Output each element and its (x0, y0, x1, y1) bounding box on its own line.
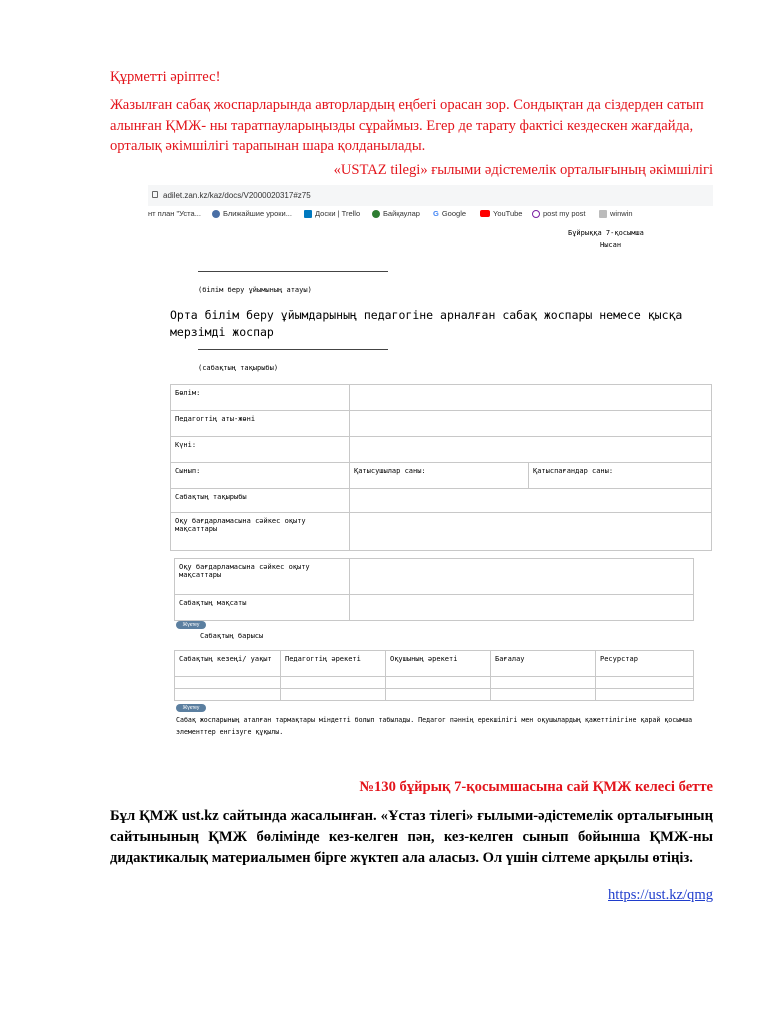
reference-line: №130 бұйрық 7-қосымшасына сай ҚМЖ келесі бетте (359, 779, 713, 795)
cell-empty (281, 677, 386, 689)
cell-empty (175, 689, 281, 701)
header-stage: Сабақтың кезеңі/ уақыт (175, 651, 281, 677)
signature: «USTAZ tilegi» ғылыми әдістемелік орталығының әкімшілігі (333, 162, 713, 178)
bookmark-item (148, 209, 201, 218)
cell-empty (350, 559, 694, 595)
cell-empty (350, 411, 712, 437)
cell-empty (491, 689, 596, 701)
appendix-label: Бұйрыққа 7-қосымша (568, 229, 644, 237)
topic-caption: (сабақтың тақырыбы) (198, 364, 279, 372)
bookmark-label: нт план "Уста... (148, 209, 201, 218)
bookmark-label: Ближайшие уроки... (223, 209, 292, 218)
google-icon: G (433, 209, 439, 218)
cell-empty (596, 689, 694, 701)
bookmark-item (372, 209, 420, 218)
cell-class: Сынып: (171, 463, 350, 489)
bookmark-icon (599, 210, 607, 218)
cell-present: Қатысушылар саны: (350, 463, 529, 489)
lesson-goals-table (174, 558, 694, 621)
form-label: Нысан (600, 241, 622, 249)
cell-empty (350, 513, 712, 551)
trello-icon (304, 210, 312, 218)
cell-empty (491, 677, 596, 689)
bookmark-item (304, 209, 360, 218)
cell-empty (350, 489, 712, 513)
cell-teacher: Педагогтің аты-жөні (171, 411, 350, 437)
cell-empty (350, 437, 712, 463)
org-name-line (198, 271, 388, 272)
topic-line (198, 349, 388, 350)
org-caption: (білім беру ұйымының атауы) (198, 286, 312, 294)
doc-title: Орта білім беру ұйымдарының педагогіне арналған сабақ жоспары немесе қысқа мерзімді жоспар (170, 308, 683, 339)
bookmark-label: Байқаулар (383, 209, 420, 218)
body-paragraph: Бұл ҚМЖ ust.kz сайтында жасалынған. «Ұстаз тілегі» ғылыми-әдістемелік орталығының сайтынының ҚМЖ бөлімінде кез-келген пән, кез-келген сынып бойынша ҚМЖ-ны дидактикалық материалымен бірге жүктеп ала аласыз. Ол үшін сілтеме арқылы өтіңіз. (110, 808, 713, 866)
qmg-link[interactable]: https://ust.kz/qmg (608, 887, 713, 903)
bookmark-item (532, 209, 586, 218)
cell-empty (175, 677, 281, 689)
header-teacher-action: Педагогтің әрекеті (281, 651, 386, 677)
post-icon (532, 210, 540, 218)
cell-section: Бөлім: (171, 385, 350, 411)
progress-caption: Сабақтың барысы (200, 632, 264, 640)
bookmark-item (212, 209, 292, 218)
footnote: Сабақ жоспарының аталған тармақтары міндетті болып табылады. Педагог пәннің ерекшілігі мен оқушылардың қажеттілігіне қарай қосымша элементтер енгізуге құқылы. (176, 716, 693, 736)
youtube-icon (480, 210, 490, 217)
bookmarks-bar (148, 206, 713, 222)
header-student-action: Оқушының әрекеті (386, 651, 491, 677)
bookmark-label: Доски | Trello (315, 209, 361, 218)
cell-goals-2: Оқу бағдарламасына сәйкес оқыту мақсаттары (175, 559, 350, 595)
cc-icon (212, 210, 220, 218)
cell-empty (350, 595, 694, 621)
cell-empty (386, 677, 491, 689)
link-paragraph (110, 887, 713, 904)
header-resources: Ресурстар (596, 651, 694, 677)
cell-topic: Сабақтың тақырыбы (171, 489, 350, 513)
lock-icon (152, 191, 158, 198)
bookmark-label: YouTube (493, 209, 523, 218)
greeting: Құрметті әріптес! (110, 69, 221, 85)
cell-date: Күні: (171, 437, 350, 463)
lesson-progress-table (174, 650, 694, 701)
bookmark-item (599, 209, 633, 218)
header-assessment: Бағалау (491, 651, 596, 677)
bookmark-label: post my post (543, 209, 586, 218)
cell-empty (281, 689, 386, 701)
bookmark-label: Google (441, 209, 467, 218)
upload-button[interactable]: Жүктеу (176, 704, 206, 712)
cell-purpose: Сабақтың мақсаты (175, 595, 350, 621)
embedded-screenshot (148, 185, 713, 740)
cell-empty (350, 385, 712, 411)
globe-icon (372, 210, 380, 218)
bookmark-item (480, 209, 522, 218)
cell-goals: Оқу бағдарламасына сәйкес оқыту мақсаттары (171, 513, 350, 551)
bookmark-label: winwin (610, 209, 633, 218)
cell-absent: Қатыспағандар саны: (529, 463, 712, 489)
cell-empty (596, 677, 694, 689)
intro-paragraph: Жазылған сабақ жоспарларында авторлардың еңбегі орасан зор. Сондықтан да сіздерден сатып алынған ҚМЖ- ны таратпауларыңызды сұраймыз. Егер де тарату фактісі кездескен жағдайда, орталық әкімшілігі тарапынан шара қолданылады. (110, 97, 704, 154)
url-text: adilet.zan.kz/kaz/docs/V2000020317#z75 (163, 191, 311, 200)
lesson-form-table (170, 384, 712, 551)
browser-url-bar (148, 185, 713, 206)
upload-button[interactable]: Жүктеу (176, 621, 206, 629)
cell-empty (386, 689, 491, 701)
bookmark-item (433, 209, 466, 218)
